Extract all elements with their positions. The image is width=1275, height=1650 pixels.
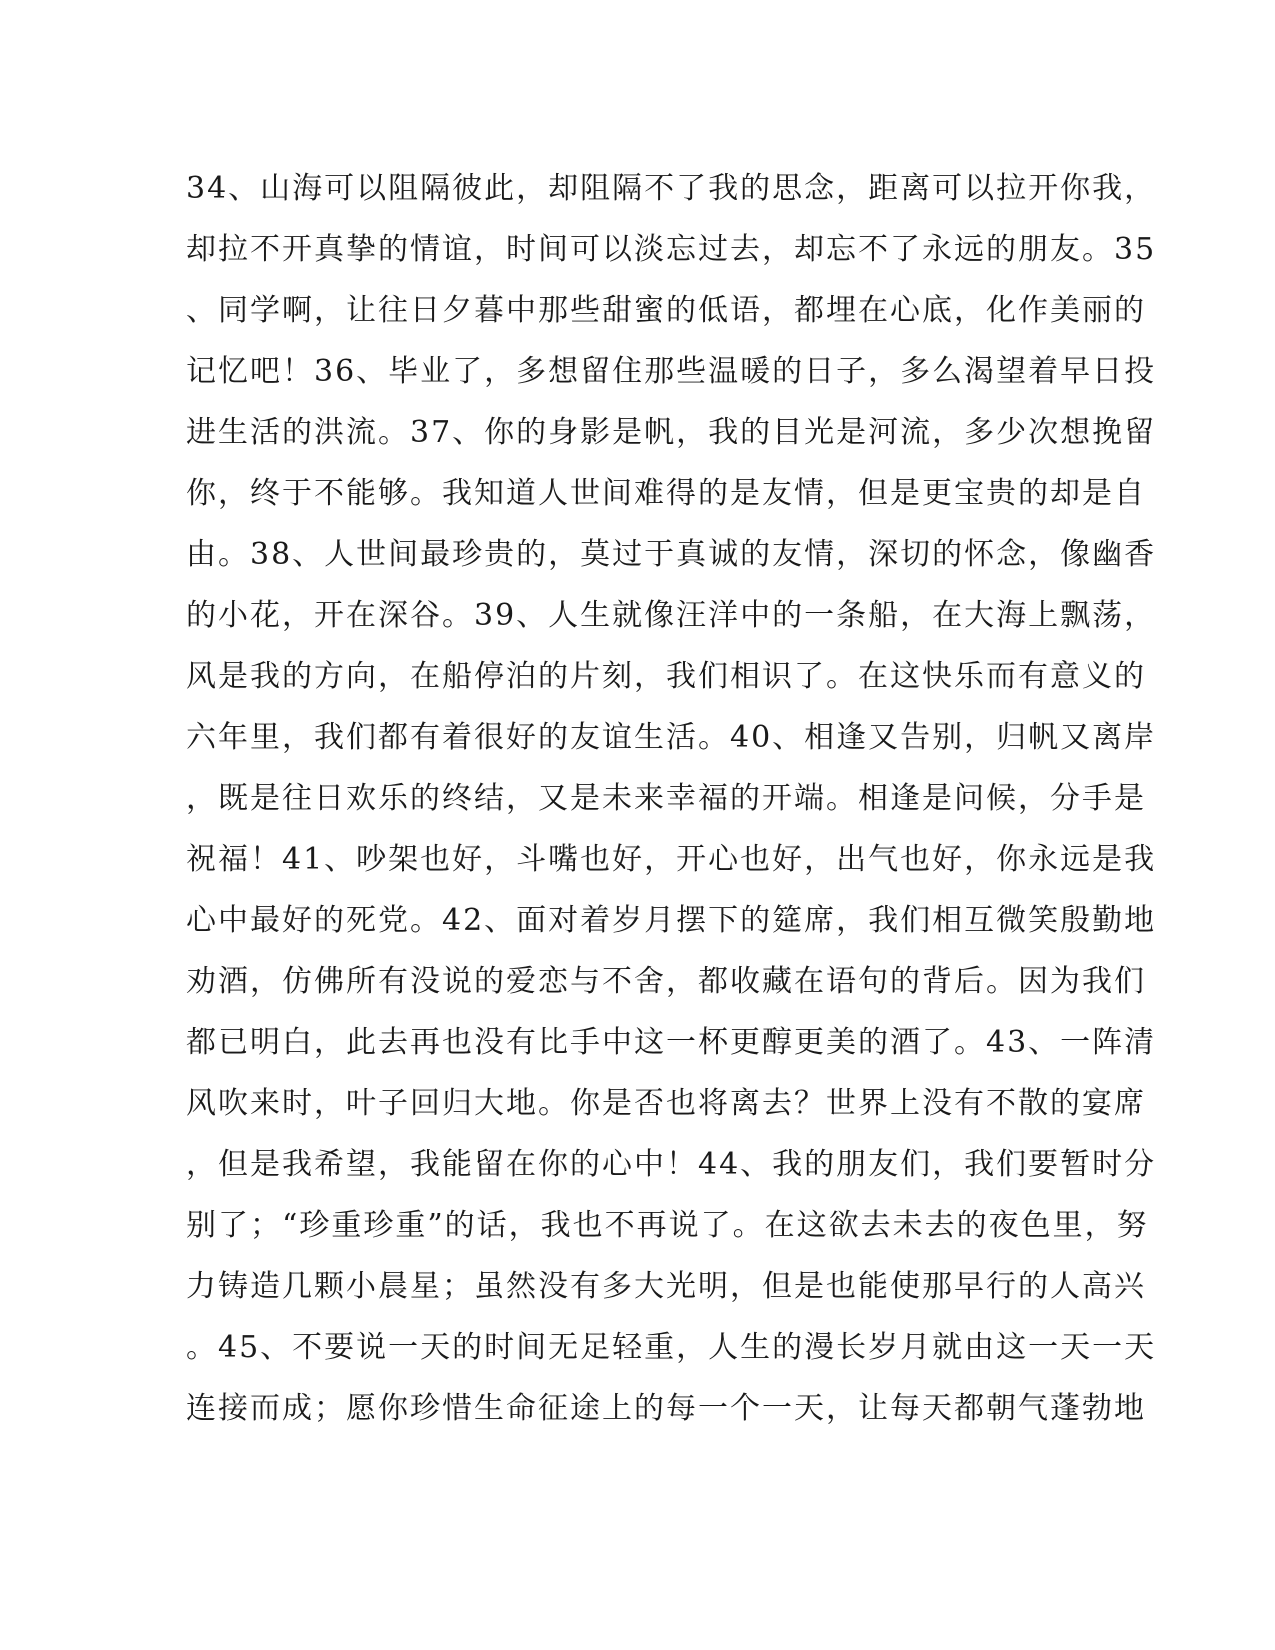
text-line: 都已明白，此去再也没有比手中这一杯更醇更美的酒了。43、一阵清	[186, 1025, 1157, 1060]
text-line: 别了；“珍重珍重”的话，我也不再说了。在这欲去未去的夜色里，努	[186, 1208, 1149, 1243]
text-line: 、同学啊，让往日夕暮中那些甜蜜的低语，都埋在心底，化作美丽的	[186, 293, 1146, 328]
text-line: 由。38、人世间最珍贵的，莫过于真诚的友情，深切的怀念，像幽香	[186, 537, 1157, 572]
text-line: 祝福！41、吵架也好，斗嘴也好，开心也好，出气也好，你永远是我	[186, 842, 1157, 877]
text-line: 你，终于不能够。我知道人世间难得的是友情，但是更宝贵的却是自	[186, 476, 1146, 511]
text-line: 记忆吧！36、毕业了，多想留住那些温暖的日子，多么渴望着早日投	[186, 354, 1157, 389]
text-line: 34、山海可以阻隔彼此，却阻隔不了我的思念，距离可以拉开你我，	[186, 171, 1157, 206]
text-line: 心中最好的死党。42、面对着岁月摆下的筵席，我们相互微笑殷勤地	[186, 903, 1157, 938]
text-line: 连接而成；愿你珍惜生命征途上的每一个一天，让每天都朝气蓬勃地	[186, 1391, 1146, 1426]
text-line: ，既是往日欢乐的终结，又是未来幸福的开端。相逢是问候，分手是	[186, 781, 1146, 816]
text-line: ，但是我希望，我能留在你的心中！44、我的朋友们，我们要暂时分	[186, 1147, 1157, 1182]
text-line: 风是我的方向，在船停泊的片刻，我们相识了。在这快乐而有意义的	[186, 659, 1146, 694]
text-line: 进生活的洪流。37、你的身影是帆，我的目光是河流，多少次想挽留	[186, 415, 1157, 450]
body-text	[186, 158, 1157, 1439]
text-line: 。45、不要说一天的时间无足轻重，人生的漫长岁月就由这一天一天	[186, 1330, 1157, 1365]
text-line: 却拉不开真挚的情谊，时间可以淡忘过去，却忘不了永远的朋友。35	[186, 232, 1157, 267]
text-line: 六年里，我们都有着很好的友谊生活。40、相逢又告别，归帆又离岸	[186, 720, 1157, 755]
text-line: 劝酒，仿佛所有没说的爱恋与不舍，都收藏在语句的背后。因为我们	[186, 964, 1146, 999]
text-line: 风吹来时，叶子回归大地。你是否也将离去？世界上没有不散的宴席	[186, 1086, 1146, 1121]
text-line: 力铸造几颗小晨星；虽然没有多大光明，但是也能使那早行的人高兴	[186, 1269, 1146, 1304]
text-line: 的小花，开在深谷。39、人生就像汪洋中的一条船，在大海上飘荡，	[186, 598, 1157, 633]
